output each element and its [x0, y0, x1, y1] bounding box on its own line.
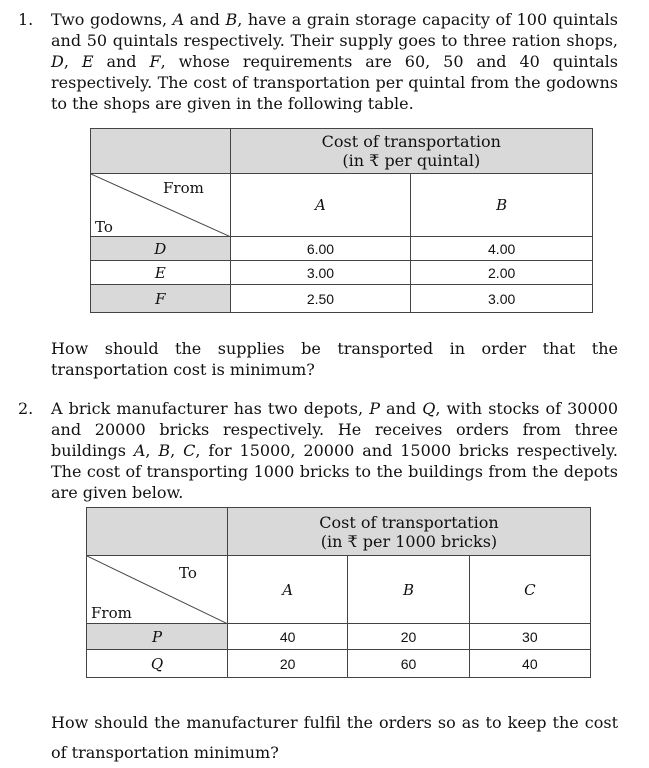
table-1-cell-f-b: 3.00	[411, 285, 593, 313]
table-1-row-label-f: F	[91, 285, 231, 313]
table-1-cell-e-b: 2.00	[411, 261, 593, 285]
table-1-to-label: To	[95, 218, 113, 236]
problem-1-text-d: B	[225, 10, 238, 29]
table-2-header	[227, 508, 590, 556]
problem-2-text-c: and	[379, 399, 423, 418]
table-1-from-label: From	[163, 179, 204, 197]
problem-2-text-a: A brick manufacturer has two depots,	[51, 399, 370, 418]
table-2-cell-p-b: 20	[348, 624, 469, 650]
problem-1-text-e: , have a grain storage capacity of 100 quintals and 50 quintals respectively. Their supply goes to three ration shops,	[51, 10, 619, 50]
table-1-col-header-a: A	[230, 174, 411, 237]
table-1-cell-e-a: 3.00	[230, 261, 411, 285]
table-1-cell-f-a: 2.50	[230, 285, 411, 313]
table-2-from-label: From	[91, 604, 132, 622]
table-1-cell-d-b: 4.00	[411, 237, 593, 261]
table-1-diagonal-corner	[91, 174, 231, 237]
table-2-cell-q-a: 20	[227, 650, 347, 678]
problem-1-question: How should the supplies be transported in order that the transportation cost is minimum?	[51, 339, 618, 379]
table-1-header	[230, 129, 592, 174]
problem-2-statement	[51, 398, 618, 503]
problem-1-number: 1.	[18, 10, 34, 29]
table-2-header-line2: (in ₹ per 1000 bricks)	[320, 531, 498, 551]
problem-1-text-c: and	[184, 10, 226, 29]
table-1-row-label-d: D	[91, 237, 231, 261]
table-2-row-label-p: P	[87, 624, 228, 650]
problem-1-text-k: , whose requirements are 60, 50 and 40 quintals respectively. The cost of transportation per quintal from the godowns to the shops are given in the following table.	[51, 52, 619, 113]
table-2-col-header-a: A	[227, 556, 347, 624]
table-2-cell-p-a: 40	[227, 624, 347, 650]
problem-1-text-b: A	[172, 10, 185, 29]
problem-1-text-j: F	[149, 52, 161, 71]
table-2-col-header-b: B	[348, 556, 469, 624]
problem-2-question: How should the manufacturer fulfil the orders so as to keep the cost of transportation minimum?	[51, 713, 618, 762]
problem-2-text-f: A	[133, 441, 146, 460]
problem-2-number: 2.	[18, 399, 34, 418]
table-1-header-line2: (in ₹ per quintal)	[342, 151, 481, 170]
table-2-row-label-q: Q	[87, 650, 228, 678]
problem-1-text-f: D	[51, 52, 64, 71]
table-2-to-label: To	[179, 564, 197, 582]
problem-2	[18, 398, 618, 503]
table-1-header-line1: Cost of transportation	[321, 132, 501, 151]
table-1-col-header-b: B	[411, 174, 593, 237]
problem-1-text-a: Two godowns,	[51, 10, 173, 29]
table-2-col-header-c: C	[469, 556, 590, 624]
problem-1-text-h: E	[81, 52, 94, 71]
table-2-diagonal-corner	[87, 556, 228, 624]
problem-2-text-j: C	[183, 441, 196, 460]
problem-1	[18, 9, 618, 114]
problem-2-text-e: , with stocks of 30000 and 20000 bricks respectively. He receives orders from three buildings	[51, 399, 618, 460]
table-1-cell-d-a: 6.00	[230, 237, 411, 261]
table-2-cell-q-c: 40	[469, 650, 590, 678]
problem-2-text-g: ,	[145, 441, 159, 460]
transport-cost-table-1	[90, 128, 593, 313]
table-1-blank-corner	[91, 129, 231, 174]
problem-2-text-i: ,	[170, 441, 184, 460]
problem-2-text-d: Q	[422, 399, 436, 418]
table-2-cell-p-c: 30	[469, 624, 590, 650]
problem-1-text-i: and	[93, 52, 150, 71]
table-2-header-line1: Cost of transportation	[319, 512, 499, 532]
transport-cost-table-2	[86, 507, 591, 678]
table-2-cell-q-b: 60	[348, 650, 469, 678]
problem-1-text-g: ,	[63, 52, 82, 71]
problem-2-text-h: B	[158, 441, 171, 460]
table-1-row-label-e: E	[91, 261, 231, 285]
problem-2-text-b: P	[369, 399, 380, 418]
problem-2-text-k: , for 15000, 20000 and 15000 bricks respectively. The cost of transporting 1000 bricks to the buildings from the depots are given below.	[51, 441, 618, 502]
table-2-blank-corner	[87, 508, 228, 556]
problem-1-statement	[51, 9, 618, 114]
